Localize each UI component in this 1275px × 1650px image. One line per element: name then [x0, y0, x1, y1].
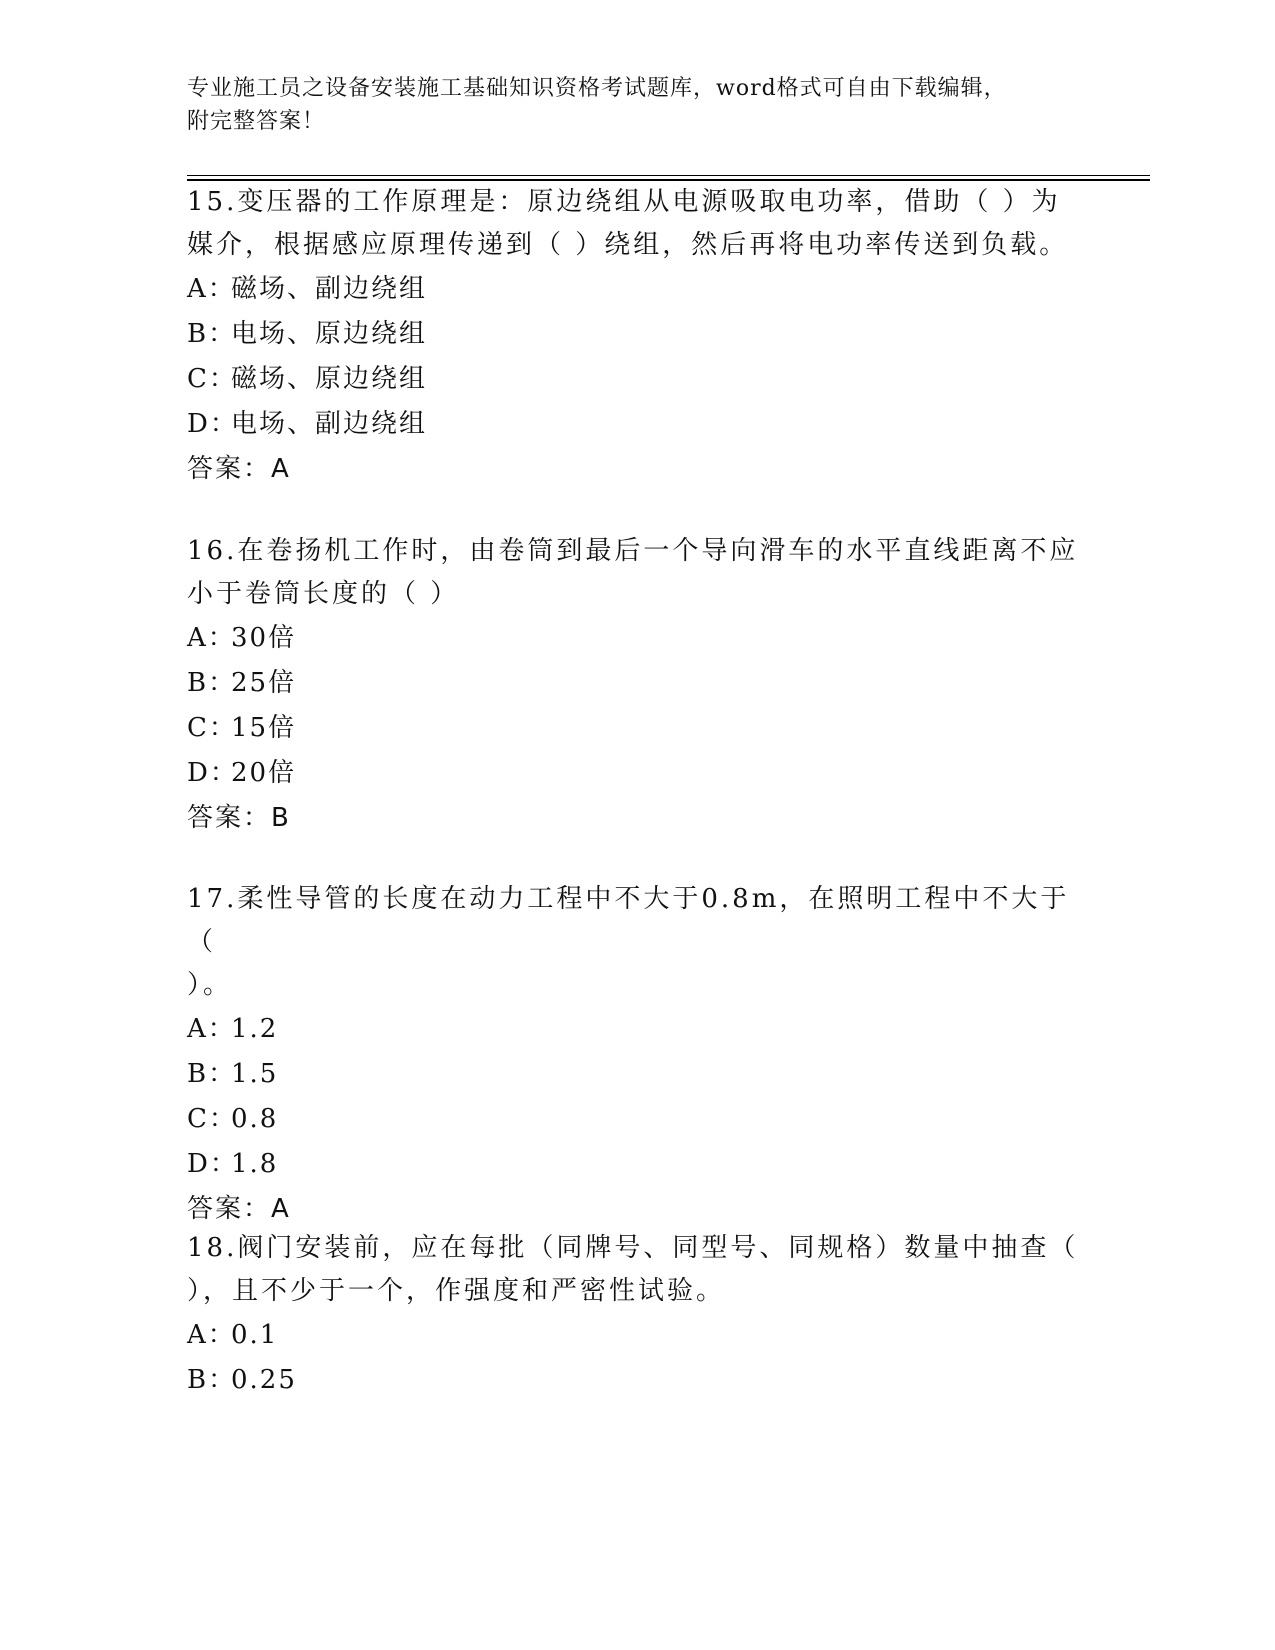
- answer-line: 答案：A: [187, 454, 291, 484]
- question-16: [187, 530, 1087, 841]
- option-letter: A：: [187, 274, 236, 304]
- option-letter: B：: [187, 668, 237, 698]
- option-b: [187, 661, 1087, 706]
- option-text: 1.8: [231, 1149, 279, 1179]
- option-d: [187, 1142, 1087, 1187]
- option-text: 电场、原边绕组: [231, 319, 428, 349]
- question-stem: [187, 181, 1087, 267]
- header-title-line-2: 附完整答案！: [187, 109, 326, 134]
- question-stem-line: 媒介，根据感应原理传递到（ ）绕组，然后再将电功率传送到负载。: [187, 230, 1069, 260]
- option-c: [187, 1097, 1087, 1142]
- answer-line: 答案：A: [187, 1194, 291, 1224]
- option-letter: A：: [187, 1014, 236, 1044]
- option-letter: D：: [187, 1149, 238, 1179]
- option-text: 0.1: [231, 1320, 279, 1350]
- answer-line: 答案：B: [187, 803, 291, 833]
- option-c: [187, 357, 1087, 402]
- option-letter: B：: [187, 1059, 237, 1089]
- option-letter: B：: [187, 1365, 237, 1395]
- option-text: 30倍: [231, 623, 297, 653]
- option-d: [187, 402, 1087, 447]
- option-a: [187, 1313, 1087, 1358]
- option-text: 0.25: [231, 1365, 297, 1395]
- option-d: [187, 751, 1087, 796]
- question-stem-line: 18.阀门安装前，应在每批（同牌号、同型号、同规格）数量中抽查（: [187, 1233, 1079, 1263]
- option-letter: D：: [187, 758, 238, 788]
- option-letter: B：: [187, 319, 237, 349]
- question-stem-line: 15.变压器的工作原理是：原边绕组从电源吸取电功率，借助（ ）为: [187, 187, 1061, 217]
- option-text: 15倍: [231, 713, 297, 743]
- header-divider-thin: [187, 175, 1150, 176]
- question-stem: [187, 1227, 1087, 1313]
- question-stem-line: 16.在卷扬机工作时，由卷筒到最后一个导向滑车的水平直线距离不应: [187, 536, 1079, 566]
- option-letter: A：: [187, 1320, 236, 1350]
- option-letter: A：: [187, 623, 236, 653]
- option-a: [187, 616, 1087, 661]
- question-stem-line: ）。: [187, 970, 233, 1000]
- option-text: 20倍: [231, 758, 297, 788]
- option-text: 电场、副边绕组: [231, 409, 428, 439]
- question-18: [187, 1227, 1087, 1403]
- question-stem: [187, 530, 1087, 616]
- option-letter: D：: [187, 409, 238, 439]
- option-text: 1.5: [231, 1059, 279, 1089]
- option-letter: C：: [187, 713, 237, 743]
- question-15: [187, 181, 1087, 492]
- question-17: [187, 878, 1087, 1232]
- option-text: 25倍: [231, 668, 297, 698]
- question-stem: [187, 878, 1087, 1007]
- question-stem-line: 17.柔性导管的长度在动力工程中不大于0.8m，在照明工程中不大于（: [187, 884, 1070, 957]
- option-text: 磁场、原边绕组: [231, 364, 428, 394]
- option-a: [187, 1007, 1087, 1052]
- option-b: [187, 1052, 1087, 1097]
- document-header: [187, 72, 1067, 138]
- question-stem-line: ），且不少于一个，作强度和严密性试验。: [187, 1276, 726, 1306]
- option-b: [187, 1358, 1087, 1403]
- option-letter: C：: [187, 1104, 237, 1134]
- option-c: [187, 706, 1087, 751]
- option-text: 0.8: [231, 1104, 279, 1134]
- option-text: 磁场、副边绕组: [231, 274, 428, 304]
- option-text: 1.2: [231, 1014, 279, 1044]
- option-a: [187, 267, 1087, 312]
- question-stem-line: 小于卷筒长度的（ ）: [187, 579, 460, 609]
- header-title-line-1: 专业施工员之设备安装施工基础知识资格考试题库，word格式可自由下载编辑，: [187, 76, 1007, 101]
- option-letter: C：: [187, 364, 237, 394]
- option-b: [187, 312, 1087, 357]
